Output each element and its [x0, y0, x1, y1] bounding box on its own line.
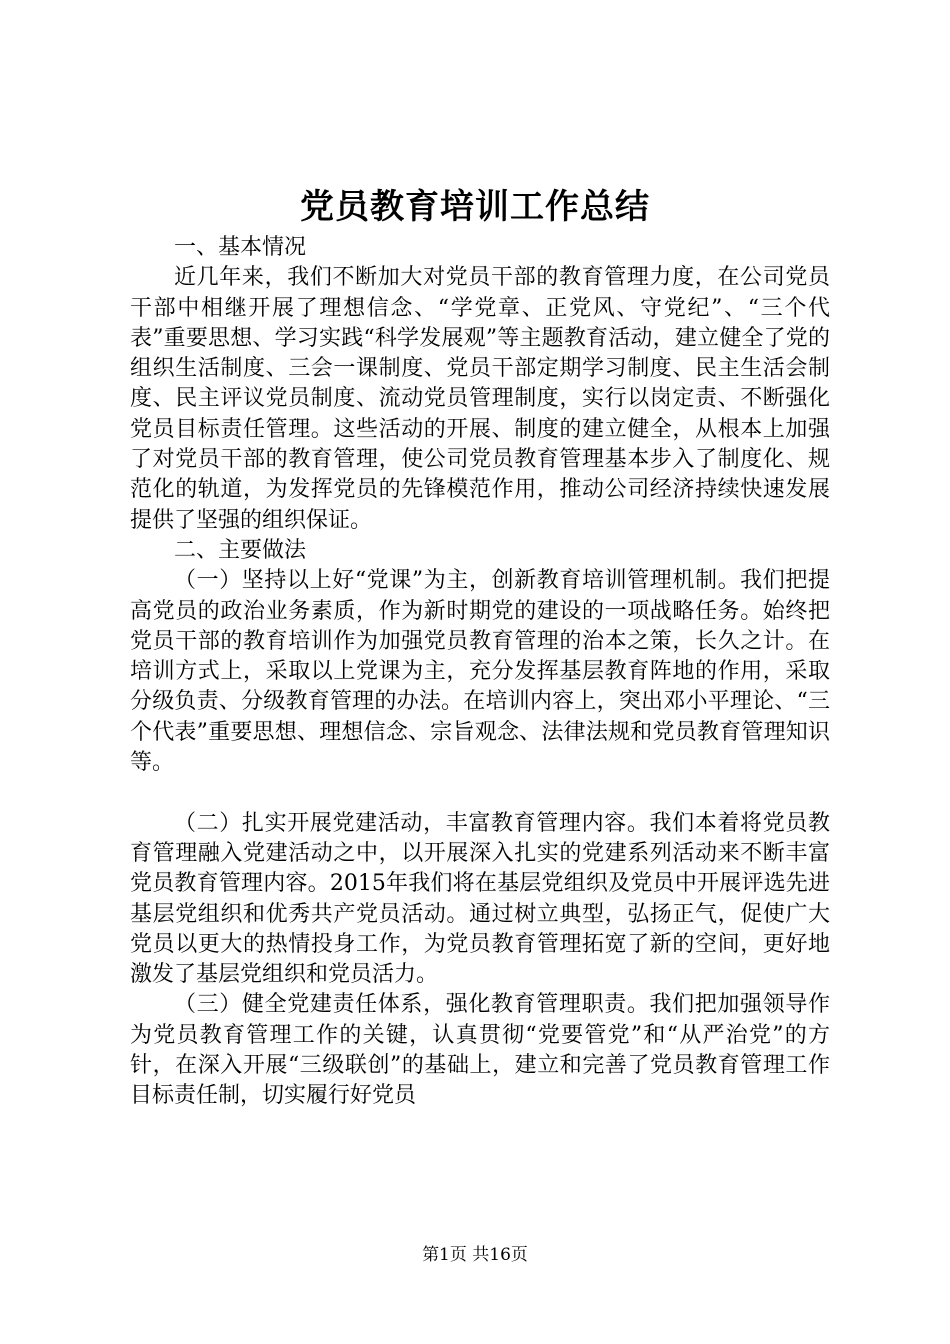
document-body: [130, 233, 830, 1112]
paragraph-practice-three: （三）健全党建责任体系，强化教育管理职责。我们把加强领导作为党员教育管理工作的关键，认真贯彻“党要管党”和“从严治党”的方针，在深入开展“三级联创”的基础上，建立和完善了党员教育管理工作目标责任制，切实履行好党员: [130, 992, 830, 1109]
paragraph-practice-one: （一）坚持以上好“党课”为主，创新教育培训管理机制。我们把提高党员的政治业务素质，作为新时期党的建设的一项战略任务。始终把党员干部的教育培训作为加强党员教育管理的治本之策，长久之计。在培训方式上，采取以上党课为主，充分发挥基层教育阵地的作用，采取分级负责、分级教育管理的办法。在培训内容上，突出邓小平理论、“三个代表”重要思想、理想信念、宗旨观念、法律法规和党员教育管理知识等。: [130, 568, 830, 776]
paragraph-basic-situation: 近几年来，我们不断加大对党员干部的教育管理力度，在公司党员干部中相继开展了理想信念、“学党章、正党风、守党纪”、“三个代表”重要思想、学习实践“科学发展观”等主题教育活动，建立健全了党的组织生活制度、三会一课制度、党员干部定期学习制度、民主生活会制度、民主评议党员制度、流动党员管理制度，实行以岗定责、不断强化党员目标责任管理。这些活动的开展、制度的建立健全，从根本上加强了对党员干部的教育管理，使公司党员教育管理基本步入了制度化、规范化的轨道，为发挥党员的先锋模范作用，推动公司经济持续快速发展提供了坚强的组织保证。: [130, 265, 830, 533]
document-title: 党员教育培训工作总结: [300, 187, 650, 227]
paragraph-practice-two: （二）扎实开展党建活动，丰富教育管理内容。我们本着将党员教育管理融入党建活动之中，以开展深入扎实的党建系列活动来不断丰富党员教育管理内容。2015年我们将在基层党组织及党员中开展评选先进基层党组织和优秀共产党员活动。通过树立典型，弘扬正气，促使广大党员以更大的热情投身工作，为党员教育管理拓宽了新的空间，更好地激发了基层党组织和党员活力。: [130, 810, 830, 988]
section-heading-main-practices: 二、主要做法: [174, 537, 307, 563]
page-number-footer: 第1页 共16页: [422, 1245, 528, 1265]
section-heading-basic-situation: 一、基本情况: [174, 235, 307, 260]
paragraph-spacer: [130, 778, 830, 808]
